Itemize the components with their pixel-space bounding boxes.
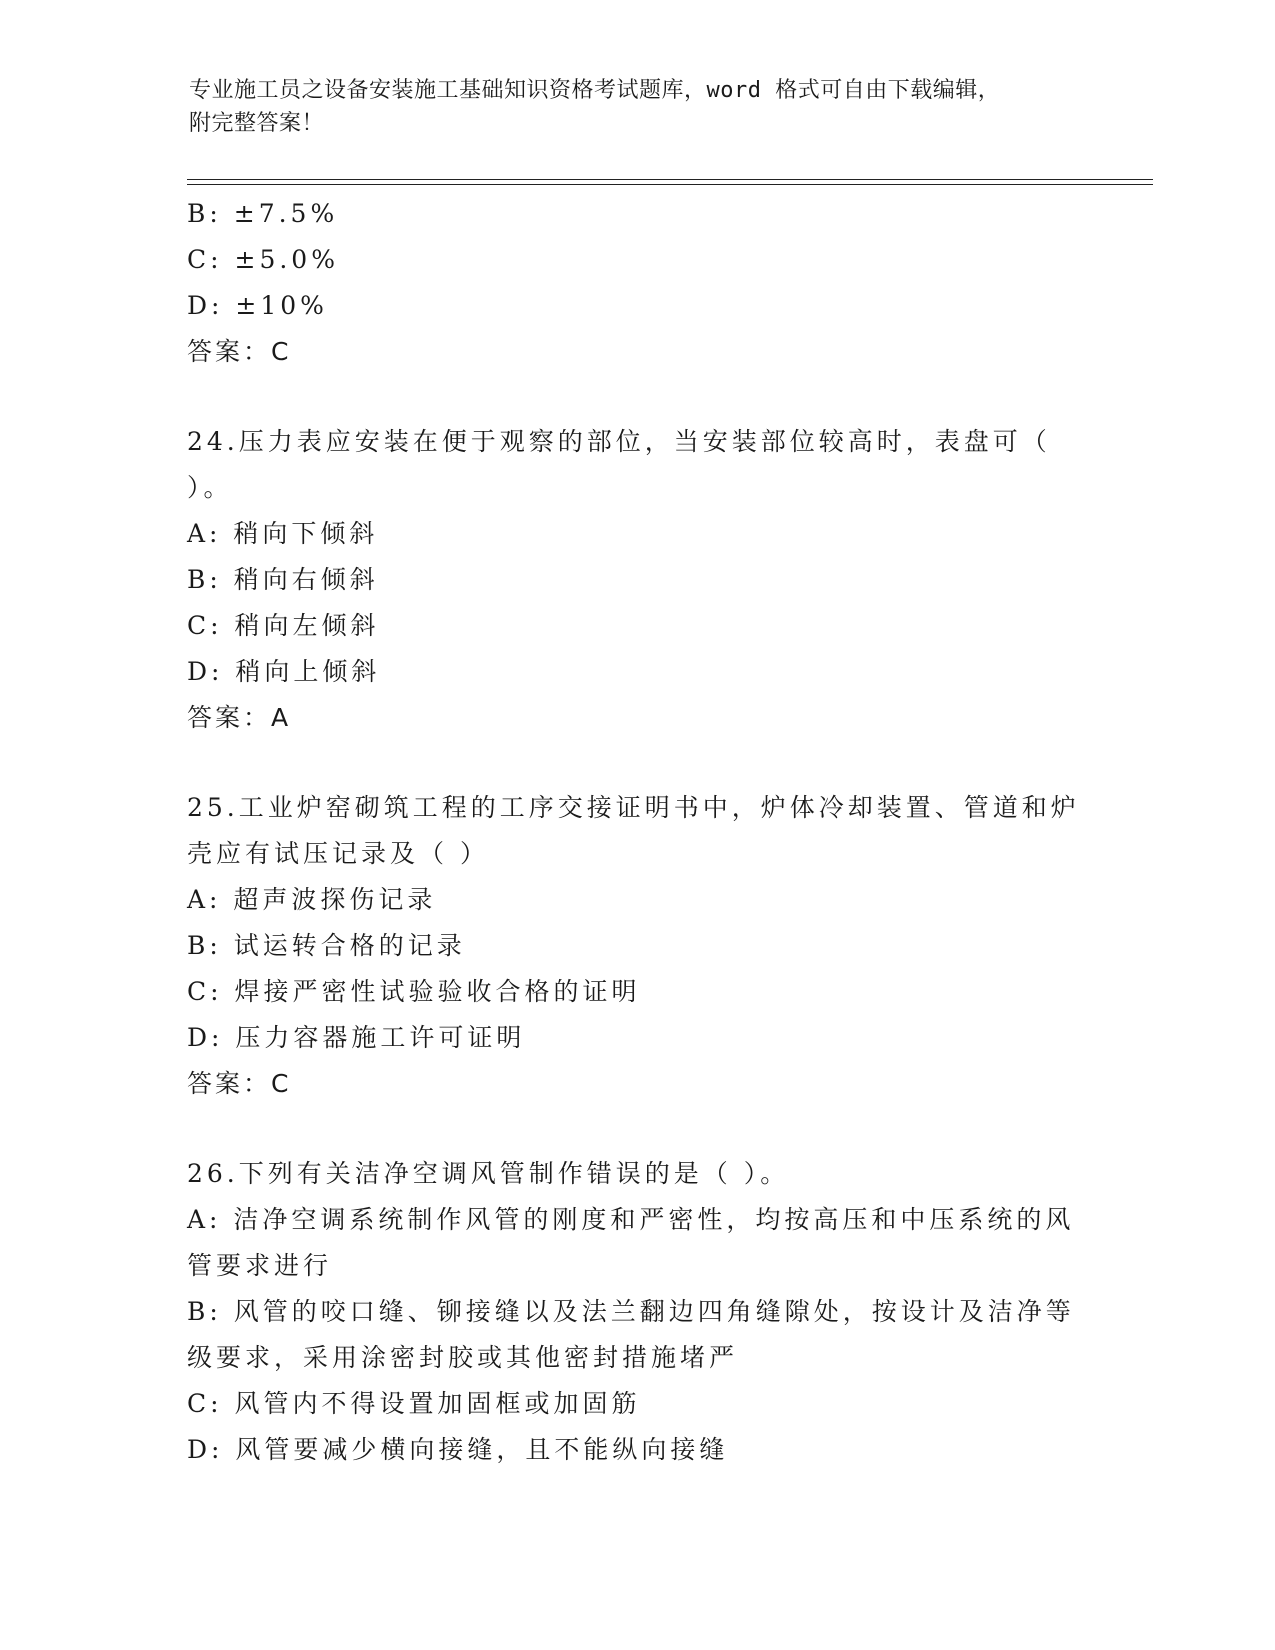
question-text-line-1: 25.工业炉窑砌筑工程的工序交接证明书中，炉体冷却装置、管道和炉 (187, 793, 1080, 822)
header-divider-top (187, 179, 1153, 180)
question-text-line-1: 24.压力表应安装在便于观察的部位，当安装部位较高时，表盘可（ (187, 427, 1051, 456)
option-a: A: 稍向下倾斜 (187, 519, 379, 548)
option-b: B: ±7.5% (187, 199, 339, 228)
question-26 (187, 1151, 1087, 1473)
question-23 (187, 191, 1087, 375)
question-25 (187, 785, 1087, 1107)
option-a-line-2: 管要求进行 (187, 1251, 333, 1280)
option-d: D: 压力容器施工许可证明 (187, 1023, 526, 1052)
spacer (187, 1107, 1087, 1151)
header-title-line-1: 专业施工员之设备安装施工基础知识资格考试题库，word 格式可自由下载编辑， (189, 78, 1001, 103)
header-title-line-2: 附完整答案！ (189, 111, 325, 136)
question-list (187, 191, 1087, 1473)
answer-label: 答案：A (187, 703, 292, 732)
header-divider-bottom (187, 184, 1153, 185)
document-header (189, 74, 1069, 140)
question-24 (187, 419, 1087, 741)
option-a: A: 超声波探伤记录 (187, 885, 437, 914)
question-text-line-1: 26.下列有关洁净空调风管制作错误的是（ ）。 (187, 1159, 790, 1188)
question-text-line-2: 壳应有试压记录及（ ） (187, 839, 489, 868)
option-b: B: 稍向右倾斜 (187, 565, 379, 594)
option-c: C: 风管内不得设置加固框或加固筋 (187, 1389, 641, 1418)
spacer (187, 375, 1087, 419)
option-b-line-1: B: 风管的咬口缝、铆接缝以及法兰翻边四角缝隙处，按设计及洁净等 (187, 1297, 1075, 1326)
question-text-line-2: ）。 (187, 473, 233, 502)
answer-label: 答案：C (187, 1069, 292, 1098)
option-b: B: 试运转合格的记录 (187, 931, 466, 960)
spacer (187, 741, 1087, 785)
option-b-line-2: 级要求，采用涂密封胶或其他密封措施堵严 (187, 1343, 739, 1372)
option-a-line-1: A: 洁净空调系统制作风管的刚度和严密性，均按高压和中压系统的风 (187, 1205, 1075, 1234)
option-d: D: 稍向上倾斜 (187, 657, 381, 686)
option-c: C: ±5.0% (187, 245, 339, 274)
option-d: D: 风管要减少横向接缝，且不能纵向接缝 (187, 1435, 729, 1464)
option-c: C: 焊接严密性试验验收合格的证明 (187, 977, 641, 1006)
option-d: D: ±10% (187, 291, 328, 320)
answer-label: 答案：C (187, 337, 292, 366)
option-c: C: 稍向左倾斜 (187, 611, 380, 640)
